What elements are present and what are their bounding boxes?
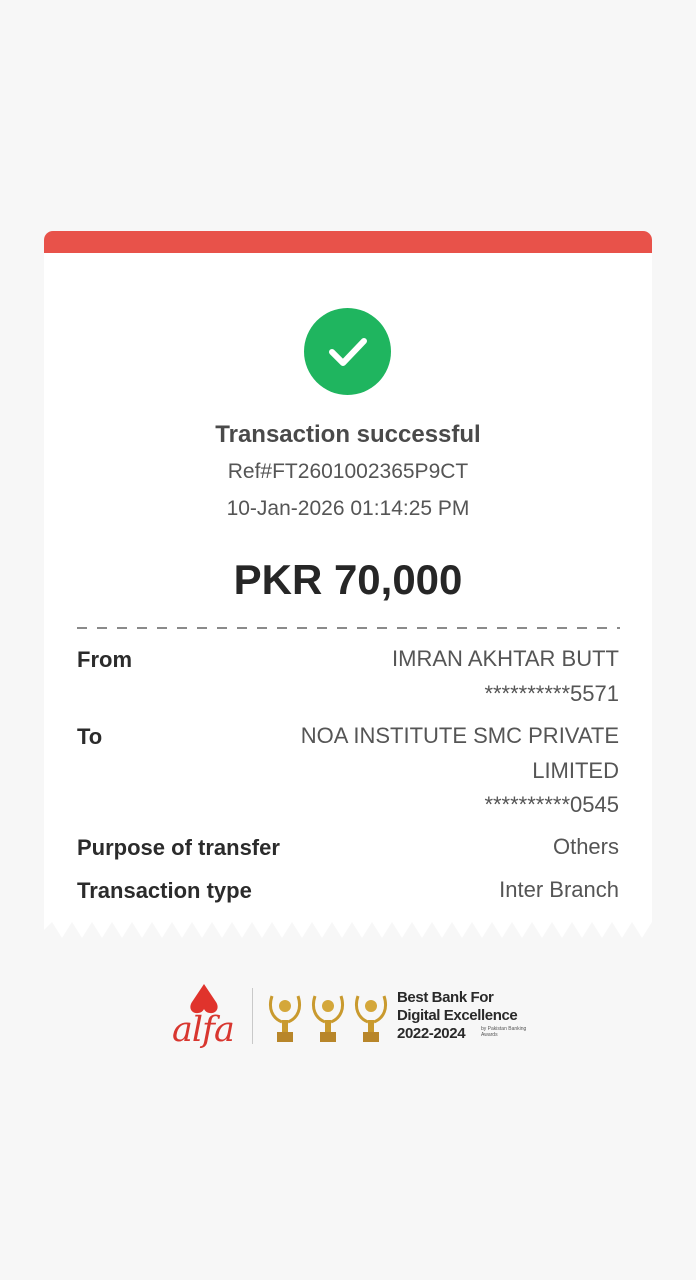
from-value [279,642,619,711]
trophy-icon [266,986,304,1046]
to-name-line1: NOA INSTITUTE SMC PRIVATE [300,723,619,748]
award-line2: Digital Excellence [397,1007,518,1024]
receipt-zigzag-edge [44,920,652,940]
reference-number: Ref#FT2601002365P9CT [227,460,469,483]
footer-separator [252,988,253,1044]
checkmark-icon [304,308,391,395]
trophy-icon [352,986,390,1046]
from-name: IMRAN AKHTAR BUTT [392,646,619,671]
dashed-divider [77,627,620,629]
status-title: Transaction successful [215,421,481,448]
to-account: **********0545 [484,792,619,817]
award-source: by Pakistan Banking Awards [481,1026,527,1038]
to-value [279,719,619,823]
trophy-icon [309,986,347,1046]
transaction-datetime: 10-Jan-2026 01:14:25 PM [226,497,470,520]
alfa-wordmark: alfa [172,1010,234,1050]
to-label: To [77,724,103,749]
purpose-label: Purpose of transfer [77,835,280,860]
footer-branding [170,980,540,1052]
type-label: Transaction type [77,878,252,903]
award-line1: Best Bank For [397,989,494,1006]
award-line3: 2022-2024 [397,1025,466,1042]
type-value: Inter Branch [499,877,619,902]
from-label: From [77,647,132,672]
transaction-amount: PKR 70,000 [233,556,463,603]
purpose-value: Others [552,834,619,859]
to-name-line2: LIMITED [532,757,619,783]
receipt-body [44,253,652,921]
from-account: **********5571 [484,680,619,706]
transaction-receipt [44,231,652,939]
receipt-header-bar [44,231,652,253]
